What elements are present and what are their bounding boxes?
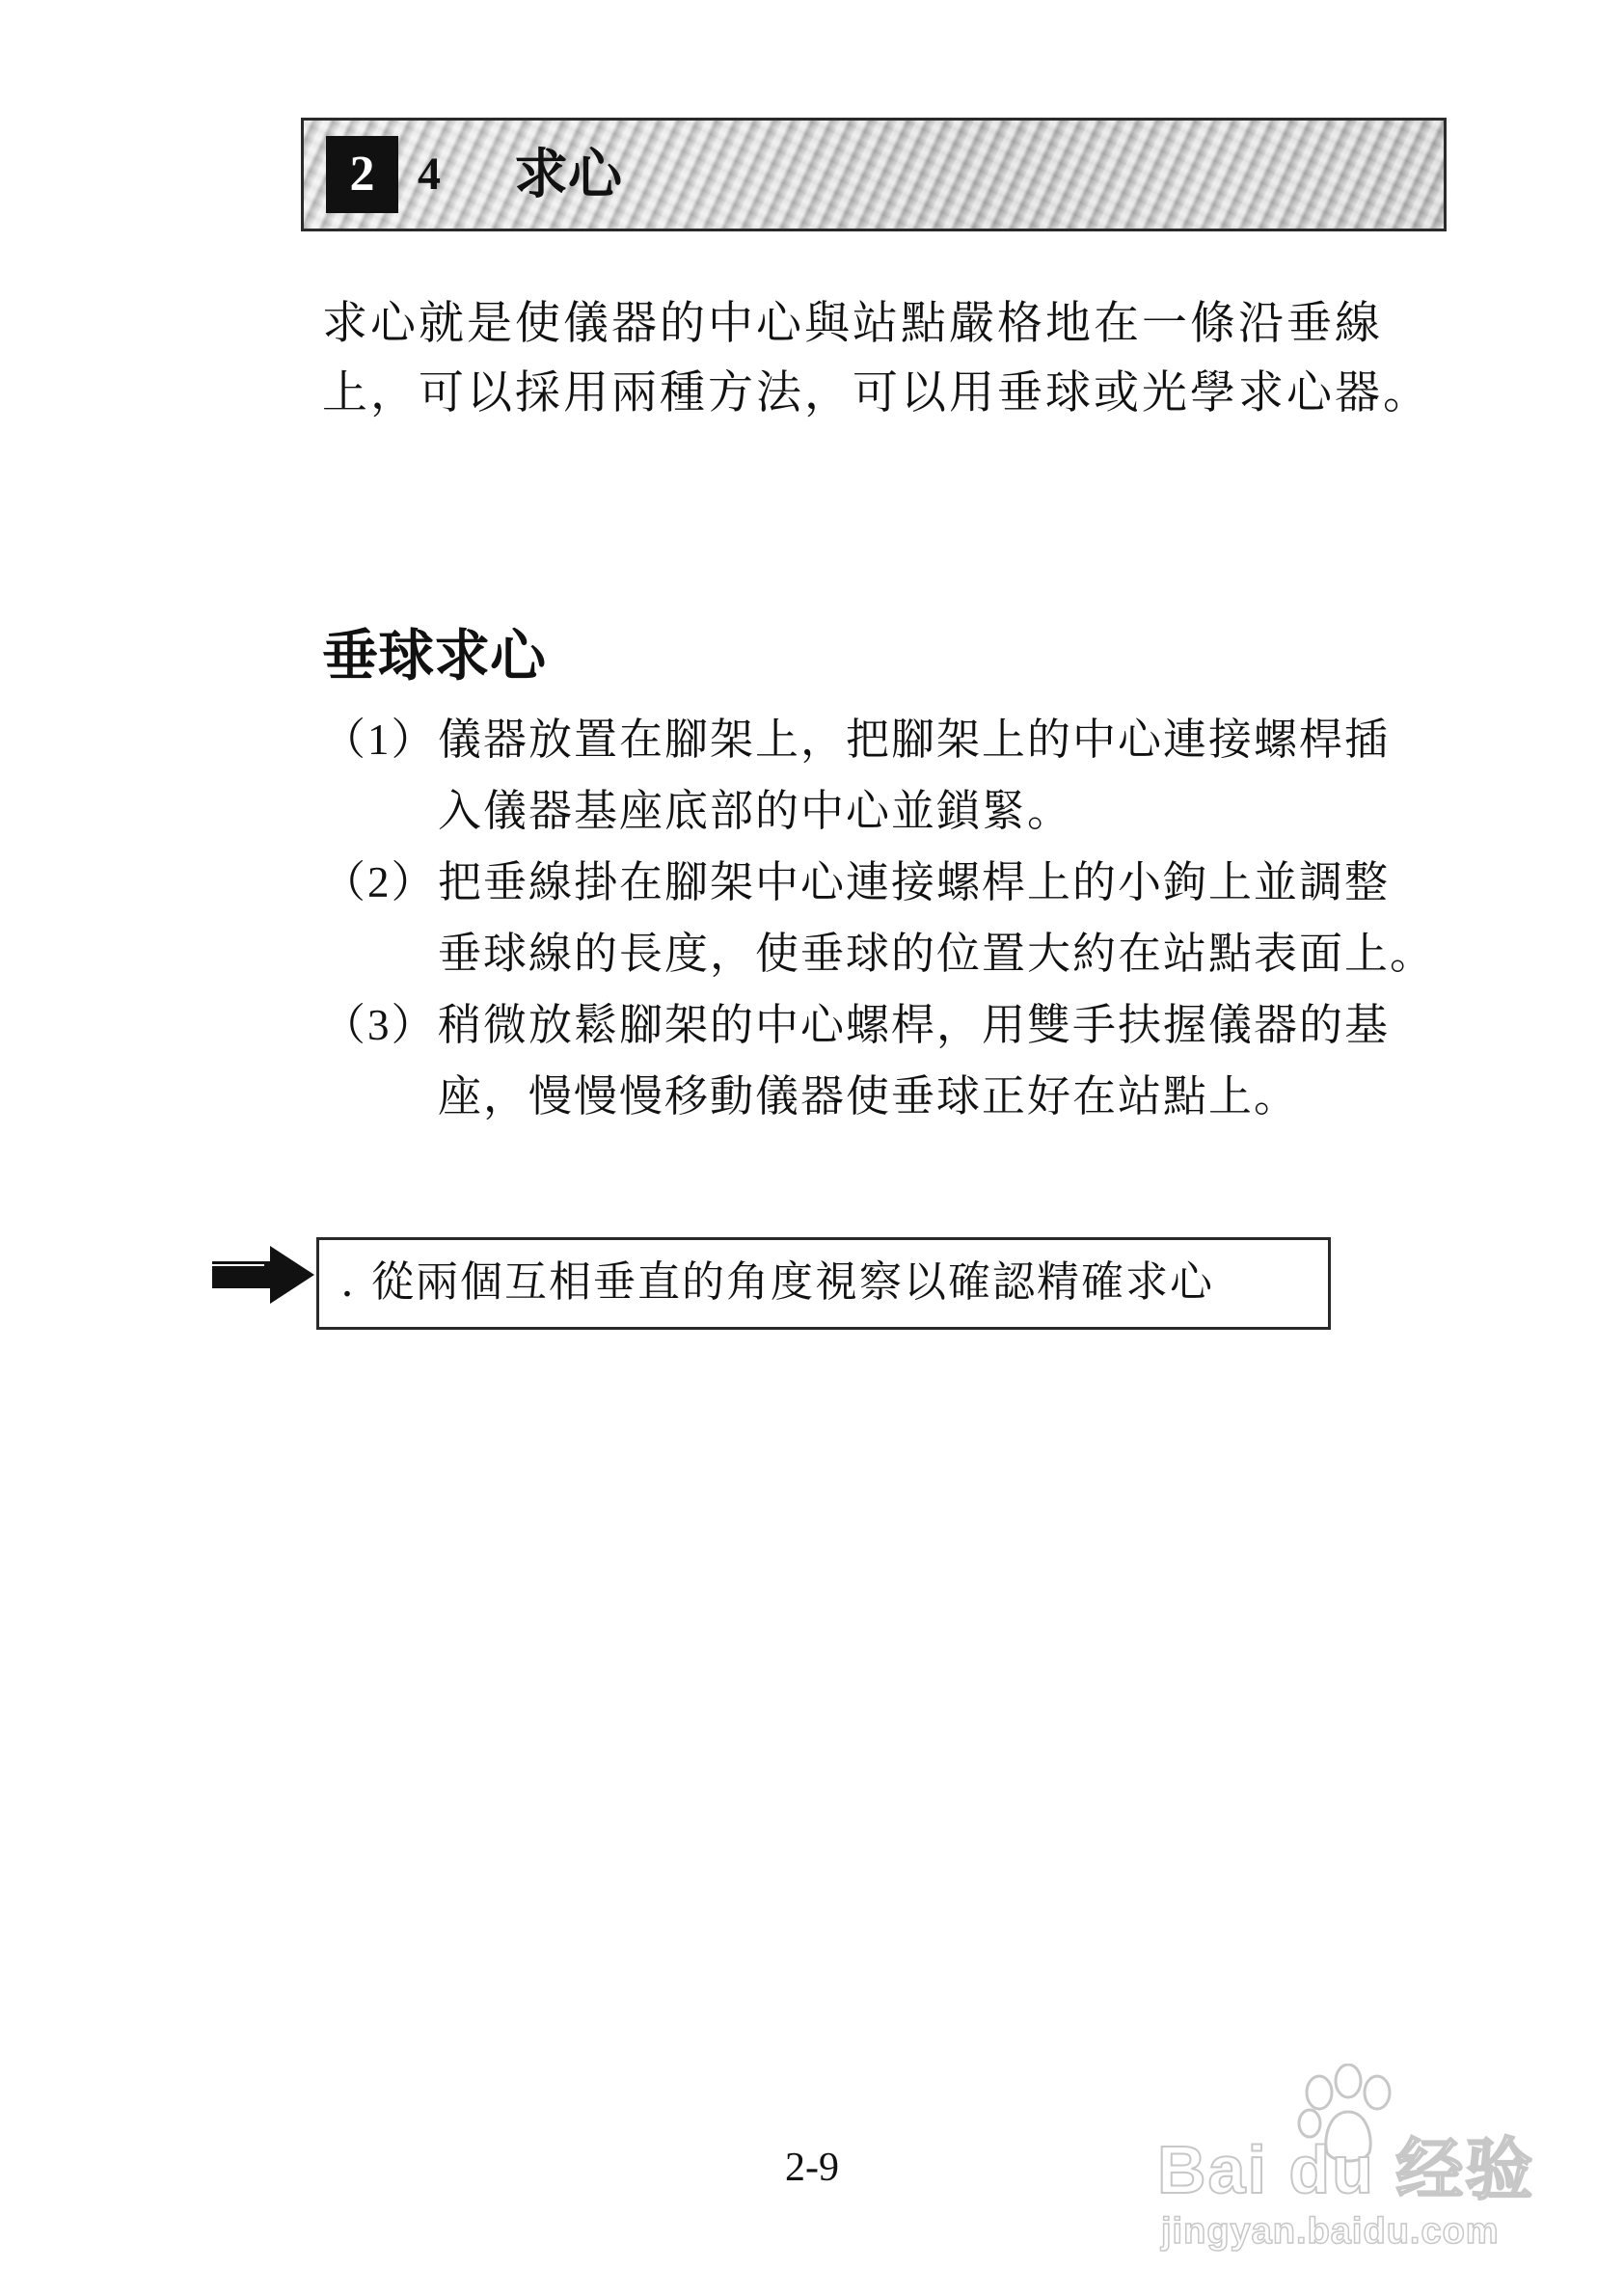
page-number: 2-9 bbox=[785, 2146, 839, 2190]
baidu-watermark bbox=[1148, 2064, 1553, 2256]
intro-paragraph bbox=[322, 289, 1441, 428]
plumb-steps-list bbox=[322, 704, 1441, 1132]
plumb-centering-heading: 垂球求心 bbox=[322, 623, 547, 689]
step-item bbox=[322, 989, 1441, 1132]
note-box bbox=[316, 1237, 1331, 1330]
watermark-brand-text: Bai du 经验 bbox=[1157, 2132, 1535, 2207]
step-text-line-2: 垂球線的長度，使垂球的位置大約在站點表面上。 bbox=[438, 928, 1436, 979]
step-text-line-1: 稍微放鬆腳架的中心螺桿，用雙手扶握儀器的基 bbox=[438, 999, 1391, 1050]
step-text-line-2: 座，慢慢慢移動儀器使垂球正好在站點上。 bbox=[438, 1070, 1300, 1121]
step-number: （2） bbox=[322, 858, 437, 906]
step-text-line-2: 入儀器基座底部的中心並鎖緊。 bbox=[438, 785, 1073, 836]
arrow-right-icon bbox=[210, 1244, 316, 1306]
note-text: . 從兩個互相垂直的角度視察以確認精確求心 bbox=[340, 1257, 1214, 1307]
watermark-url-text: jingyan.baidu.com bbox=[1161, 2211, 1500, 2252]
step-number: （3） bbox=[322, 1001, 437, 1049]
step-text-line-1: 儀器放置在腳架上，把腳架上的中心連接螺桿插 bbox=[438, 714, 1391, 765]
section-header-bar bbox=[301, 118, 1447, 231]
step-item bbox=[322, 704, 1441, 847]
step-item bbox=[322, 847, 1441, 989]
intro-line-1: 求心就是使儀器的中心與站點嚴格地在一條沿垂線 bbox=[322, 297, 1383, 350]
section-number: 4 bbox=[418, 149, 441, 200]
section-title: 求心 bbox=[514, 143, 622, 206]
step-number: （1） bbox=[322, 716, 437, 764]
intro-line-2: 上，可以採用兩種方法，可以用垂球或光學求心器。 bbox=[322, 366, 1431, 419]
chapter-number-badge: 2 bbox=[326, 136, 398, 213]
step-text-line-1: 把垂線掛在腳架中心連接螺桿上的小鉤上並調整 bbox=[438, 856, 1391, 907]
